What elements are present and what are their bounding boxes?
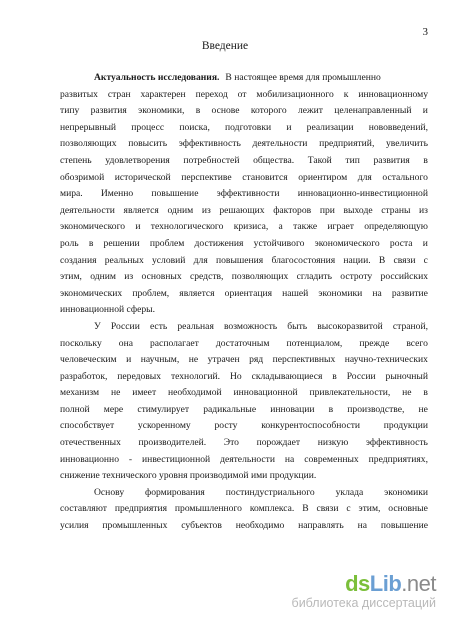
- lead-heading: Актуальность исследования.: [94, 72, 220, 83]
- text-line: роль в решении проблем достижения устойчивого экономического роста и: [60, 237, 428, 249]
- text-line: экономических проблем, является ориентация нашей экономики на развитие: [60, 287, 428, 299]
- text-line: инновационной сферы.: [60, 304, 156, 316]
- text-line: степень удовлетворения потребностей общества. Такой тип развития в: [60, 154, 428, 166]
- text-line: отечественных производителей. Это порождает низкую эффективность: [60, 437, 428, 449]
- text-line: механизм не имеет необходимой инновационной привлекательности, не в: [60, 387, 428, 399]
- text-line: полной мере стимулирует радикальные инновации в производстве, не: [60, 403, 428, 415]
- text-line: У России есть реальная возможность быть высокоразвитой страной,: [94, 320, 428, 332]
- text-line: усилия промышленных субъектов необходимо направлять на повышение: [60, 520, 428, 532]
- text-line: Основу формирования постиндустриального уклада экономики: [94, 486, 428, 498]
- text-line: разработок, передовых технологий. Но складывающиеся в России рыночный: [60, 370, 428, 382]
- text-line: развитых стран характерен переход от мобилизационного к инновационному: [60, 88, 428, 100]
- watermark-subtitle: библиотека диссертаций: [291, 595, 436, 610]
- body-text: [60, 70, 428, 535]
- text-line: создания реальных условий для повышения благосостояния нации. В связи с: [60, 254, 428, 266]
- text-line: Актуальность исследования. В настоящее время для промышленно: [94, 72, 381, 83]
- text-line: позволяющих повысить эффективность деятельности предприятий, увеличить: [60, 138, 428, 150]
- text-line: экономического и технологического кризиса, а также играет определяющую: [60, 221, 428, 233]
- text-line: обозримой исторической перспективе становится ориентиром для остального: [60, 171, 428, 183]
- page-title: Введение: [201, 40, 249, 52]
- text-line: мира. Именно повышение эффективности инновационно-инвестиционной: [60, 188, 428, 200]
- dslib-logo: dsLib.net: [345, 570, 436, 596]
- text-line: этим, одним из основных средств, позволяющих сгладить остроту российских: [60, 271, 428, 283]
- text-line: деятельности является одним из решающих факторов при выходе страны из: [60, 204, 428, 216]
- text-line: инновационно - инвестиционной деятельности на современных предприятиях,: [60, 453, 428, 465]
- text-line: типу развития экономики, в основе которого лежит целенаправленный и: [60, 105, 428, 117]
- text-line: поскольку она располагает достаточным потенциалом, прежде всего: [60, 337, 428, 349]
- watermark: [291, 570, 436, 610]
- text-line: снижение технического уровня производимой ими продукции.: [60, 470, 317, 482]
- text-line: непрерывный процесс поиска, подготовки и реализации нововведений,: [60, 121, 428, 133]
- text-line: составляют предприятия промышленного комплекса. В связи с этим, основные: [60, 503, 428, 515]
- text-line: человеческим и научным, не утрачен ряд перспективных научно-технических: [60, 354, 428, 366]
- page-number: 3: [422, 26, 428, 38]
- text-line: способствует ускоренному росту конкурентоспособности продукции: [60, 420, 428, 432]
